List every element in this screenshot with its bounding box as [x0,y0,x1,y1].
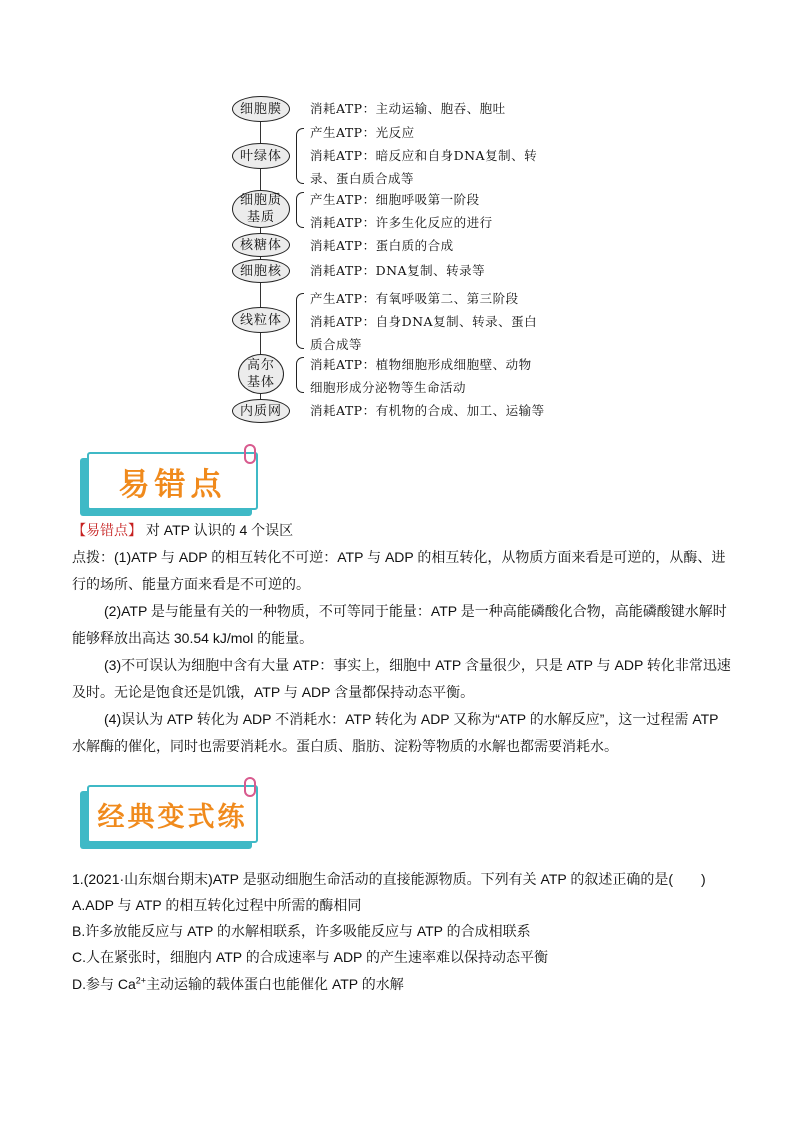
organelle-label: 核糖体 [239,237,282,253]
organelle-label: 细胞核 [239,263,282,279]
desc-line: 质合成等 [310,337,363,352]
desc-line: 消耗ATP：蛋白质的合成 [310,238,454,253]
option-a[interactable]: A.ADP 与 ATP 的相互转化过程中所需的酶相同 [72,897,362,913]
desc-line: 消耗ATP：植物细胞形成细胞壁、动物 [310,357,532,372]
desc-line: 产生ATP：光反应 [310,125,415,140]
brace-bracket [296,293,304,349]
organelle-desc [310,188,493,234]
option-b[interactable]: B.许多放能反应与 ATP 的水解相联系，许多吸能反应与 ATP 的合成相联系 [72,923,531,939]
option-d-text: 主动运输的载体蛋白也能催化 ATP 的水解 [146,976,404,992]
banner-title: 易错点 [118,466,227,503]
desc-line: 录、蛋白质合成等 [310,171,415,186]
organelle-desc [310,97,506,120]
desc-line: 消耗ATP：自身DNA复制、转录、蛋白 [310,314,538,329]
organelle-desc [310,121,537,190]
banner-frame [87,452,258,510]
organelle-node [232,307,290,333]
desc-line: 消耗ATP：许多生化反应的进行 [310,215,493,230]
paperclip-icon [244,777,256,797]
organelle-desc [310,287,537,356]
paragraph-line: (2)ATP 是与能量有关的一种物质，不可等同于能量：ATP 是一种高能磷酸化合物，高能磷酸键水解时 [104,603,727,619]
organelle-desc [310,234,454,257]
desc-line: 消耗ATP：DNA复制、转录等 [310,263,486,278]
organelle-desc [310,353,532,399]
option-d[interactable] [72,974,404,994]
paperclip-icon [244,444,256,464]
error-heading-text: 对 ATP 认识的 4 个误区 [145,522,294,538]
organelle-node [232,399,290,423]
organelle-label: 细胞膜 [239,101,282,117]
paragraph-line: 行的场所、能量方面来看是不可逆的。 [72,576,310,592]
organelle-atp-diagram [228,92,588,427]
option-c[interactable]: C.人在紧张时，细胞内 ATP 的合成速率与 ADP 的产生速率难以保持动态平衡 [72,949,549,965]
organelle-desc [310,399,545,422]
option-d-prefix: D.参与 Ca [72,976,136,992]
error-heading [72,520,293,540]
organelle-desc [310,259,485,282]
organelle-label: 细胞质 基质 [239,193,282,225]
organelle-node [232,233,290,257]
paragraph-line: 水解酶的催化，同时也需要消耗水。蛋白质、脂肪、淀粉等物质的水解也都需要消耗水。 [72,738,618,754]
organelle-node [238,354,284,394]
banner-frame [87,785,258,843]
paragraph-line: (3)不可误认为细胞中含有大量 ATP：事实上，细胞中 ATP 含量很少，只是 ATP 与 ADP 转化非常迅速 [104,657,731,673]
organelle-label: 内质网 [239,403,282,419]
brace-bracket [296,128,304,184]
desc-line: 消耗ATP：主动运输、胞吞、胞吐 [310,101,506,116]
error-tag: 【易错点】 [72,522,142,538]
option-d-superscript: 2+ [135,975,147,986]
paragraph-line: (4)误认为 ATP 转化为 ADP 不消耗水：ATP 转化为 ADP 又称为“ATP 的水解反应”，这一过程需 ATP [104,711,719,727]
organelle-node [232,259,290,283]
organelle-node [232,96,290,122]
desc-line: 产生ATP：有氧呼吸第二、第三阶段 [310,291,519,306]
organelle-label: 高尔 基体 [246,358,275,390]
paragraph-line: 及时。无论是饱食还是饥饿，ATP 与 ADP 含量都保持动态平衡。 [72,684,475,700]
desc-line: 产生ATP：细胞呼吸第一阶段 [310,192,480,207]
section-banner-errors [80,452,258,518]
organelle-label: 线粒体 [239,312,282,328]
section-banner-practice [80,785,258,851]
paragraph-line: 能够释放出高达 30.54 kJ/mol 的能量。 [72,630,314,646]
brace-bracket [296,192,304,228]
desc-line: 消耗ATP：有机物的合成、加工、运输等 [310,403,545,418]
desc-line: 消耗ATP：暗反应和自身DNA复制、转 [310,148,538,163]
organelle-node [232,190,290,228]
desc-line: 细胞形成分泌物等生命活动 [310,380,467,395]
paragraph-line: 点拨：(1)ATP 与 ADP 的相互转化不可逆：ATP 与 ADP 的相互转化，从物质方面来看是可逆的，从酶、进 [72,549,726,565]
brace-bracket [296,357,304,393]
banner-title: 经典变式练 [97,801,248,833]
organelle-node [232,143,290,169]
question-stem: 1.(2021·山东烟台期末)ATP 是驱动细胞生命活动的直接能源物质。下列有关 ATP 的叙述正确的是( ) [72,871,706,887]
organelle-label: 叶绿体 [239,148,282,164]
